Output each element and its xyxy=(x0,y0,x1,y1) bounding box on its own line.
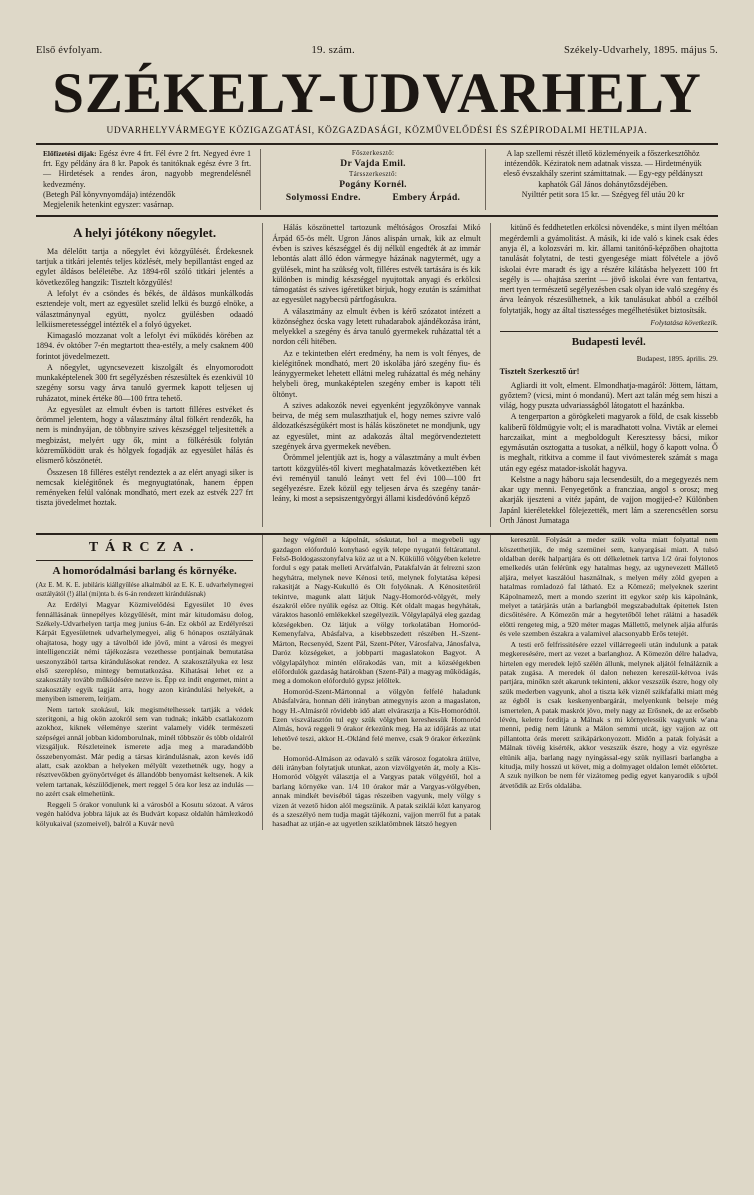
publishing-text-2: Nyilttér petit sora 15 kr. — Szégyeg fél utáu 20 kr xyxy=(521,189,685,199)
feuilleton-note: (Az E. M. K. E. jubiláris kiállgyűlése alkalmából az E. K. E. udvarhelymegyei osztályától (!) állal (mi)nta b. és 6-án rendezett kirándulásnak) xyxy=(36,582,254,598)
column-1 xyxy=(36,223,263,527)
paragraph: Összesen 18 filléres estélyt rendeztek a az elért anyagi siker is nemcsak kielégitőnek és megnyugtatónak, hanem éppen reményeken felül valónak mondható, mert ezek az estvék 227 frt tiszta jövedelmet hoztak. xyxy=(36,467,254,508)
dateline: Budapest, 1895. április. 29. xyxy=(636,354,718,364)
paragraph: A szives adakozók nevei egyenként jegyzőkönyve vannak beirva, de még sem mulaszthatjuk el, hogy nemes szivre való áldozatkészségükért most is hálás köszönetet ne mondjunk, ugy az egyesület, mint az adakozás által megörvendeztetett szegények árva gyermekek nevében. xyxy=(272,400,481,452)
paragraph: Az Erdélyi Magyar Közmivelődési Egyesület 10 éves fennállásának ünnepélyes közgyűlését, mint már kitudomásu dolog, Székely-Udvarhelyen tartja meg junius 6-án. Ez okból az Erdélyrészi Kárpát Egyesületnek udvarhelymegyei, alig 6 hónapos osztályának ohajtatosa, hogy ugy a távolból ide jövő, mint a városi és megyei intelligencziát némi tájékozásra vezethesse pontjainak bemutatása ueszonyzából tartsa kirándulásokat rendez. A szakosztályuka ez lesz első szerepléso, mintegy bemutatkozása. Kihatásai lehet ez a szakosztály tovább működésére nezve is. Épp ez indit engemet, mint a szakosztály egyik tagját arra, hogy azon kirándulási helyekét, a menyiben ismerem, leírjam. xyxy=(36,600,254,704)
paragraph: A testi erő felfrissitésére ezzel villárregeeli után indulunk a patak megkeresésére, mert az vezet a barlanghoz. A Kömezön délre haladva, hirtelen egy meredek lejtő szélén állunk, melynek aljától felnáláznik a patak zugása. A meredek ól dalon nehezen kereszül-kétvoa ivás partjára, minőkn szét akarunk tekinteni, akkor veszszük észre, hogy oly szük mederben vagyunk, ahol a tiszta kék viznél szikfafalki miatt még az égből is csak keskenyenbargárát, melyenkunk belseje még ismertelen, A patak maskrót jövo, mely nagy az Erősnek, de az erősebb lévén, keletre forditja a Málnak s mi környelessük vagyunk w'ana menni, pedig nem látunk a Málon semmi utcát, igy vajjon az ott pillantotta órás merett szikápárkonyozott. Midőn a patak folyását a Málnak tövéig kisérték, akkor veszszük észre, hogy a viz egyrésze eltünik alja, barlang nagy nyingással-egy szük nyillasri barlangba a kitudja, mily hosszú ut követ, mig a dolmyaget oldalon lemét előtörtet. A szuk nyilkon be nem fér vizátomeg pedig egyet kanyarodik s ujból átvetődik az Erős oldalába. xyxy=(499,639,718,790)
paragraph: Kimagasló mozzanat volt a lefolyt évi működés körében az 1894. év október 7-én megtartott thea-estély, a mely csaknem 400 forintot jövedelmezett. xyxy=(36,331,254,361)
paragraph: Homoród-Szent-Mártonnal a völgyön felfelé haladunk Abásfalvára, honnan déli irányban atmegynyis azon a magaslaton, hogy H.-Almásról rövidebb idő alatt elvárasztja a Kis-Homoródtól. Ezen viszválasztón tul egy szük völgyben kereshessük Homoród Almás, hová reggeli 9 órakor érkezünk meg. Ha az időjárás az utat lehetővé teszi, akkor H.-Oklánd felé menve, csak 9 órakor érkezünk be. xyxy=(272,686,481,753)
divider xyxy=(500,331,718,332)
divider xyxy=(36,560,253,561)
masthead-subtitle: UDVARHELYVÁRMEGYE KÖZIGAZGATÁSI, KÖZGAZDASÁGI, KÖZMŰVELŐDÉSI ÉS SZÉPIRODALMI HETILAPJA. xyxy=(106,125,648,136)
paragraph: Reggeli 5 órakor vonulunk ki a városból a Kosutu sózoat. A város vegén halódva jobbra lájuk az és Budvárt kopasz oldalún hámlezkodó kölyukaival (szomeivel), balról a Kuvár nevü xyxy=(36,799,254,828)
paragraph: Homoród-Almáson az odavaló s szűk városoz fogatokra átülve, déli irányban folytatjuk utunkat, azon vizvölgyetén át, moly a Kis-Homoród völgyét választja el a Vargyas patak völgyétől, hol a barlang környéke van. 1/4 10 órakor már a Vargyas-völgyében, annak mindkét beviséból tágas részeiben vagyunk, mely völgy s vizen át vezető hidon alól megszünik. A patak sziklái közt kanyarog és a szeszélyó nem tudja magát tájékozni, vajjon merről fut a patak hasadhat az utján-e az ugyetlen sziklatömbnek látszó hegyen xyxy=(272,753,481,829)
page-title: SZÉKELY-UDVARHELY xyxy=(52,62,702,125)
subscription-heading: Előfizetési dijak: xyxy=(43,148,97,158)
subscription-info-band xyxy=(36,143,718,218)
feuilleton-column-3 xyxy=(491,535,718,830)
feuilleton-title: A homoródalmási barlang és környéke. xyxy=(52,564,237,577)
editor-role: Főszerkesztő: xyxy=(351,148,395,157)
paragraph: Agliardi itt volt, elment. Elmondhatja-magáról: Jöttem, láttam, győztem? (vicsi, mint ó mondanú). Mert azt talán még sem hiszi a világ, hogy puszta udvariasságból látogatott el hazánkba. xyxy=(499,380,718,411)
paragraph: Örömmel jelentjük azt is, hogy a választmány a mult évben tartott közgyülés-től kivert meghatalmazás következtében két évi reményül tanuló leányt vett fel évi 100—100 frt segélyezésre. Ezek közül egy teljesen árva és szegény tanár-leány, ki most a sepsiszentgyörgyi állami kisdedóvónő képző xyxy=(272,453,481,504)
coeditor-role: Társszerkesztő: xyxy=(349,169,398,178)
subscription-text-2: (Betegh Pál könyvnyomdája) intézendők xyxy=(43,189,176,199)
feuilleton-column-2 xyxy=(263,535,490,830)
paragraph: Kelstne a nagy háboru saja lecsendesült, do a megegyezés nem akar ugy menni. Fenyegetőnk a francziaa, angol s orosz; meg akarják ijeszteni a vitéz japánt, de vajjon mogijed-e? Különben Japánl kieréletekkel fölejezették, mert lám a szerencsétlen sorsu Orth Jánost Jumataga xyxy=(499,474,718,525)
publishing-info xyxy=(486,149,718,211)
paragraph: keresztül. Folyását a meder szük volta miatt folyattal nem köszetthetjük, de még szemünei sem, kanyargásai miatt. A tulsó oldalban derék halpartjára és ott délkeletnek tartva 1/2 órai folytonos emelkedés után felérünk egy hatalmas hegy, az ugynevezett Mállető aljára, melyet kaszálóul használnak, s melyen mély zöld gyepen a hatalmas romladozó fal látható. Ez a Kömező; melyeknek szerint Kápolnamező, mert a mondo szerint itt egykor szép kis kápolnánk, melyet a tatárjárás után a barlangból megszabadultak épitettek Isten dicsőitésére. A Kömezőn már a hegytetőből lehet rálátni a hasadék előtti rengeteg mig, a 920 méter magas Mállettő, melynek aljáa alfurás és vele szemben északra a valamivel alacsonyabb Erős tetejét. xyxy=(499,535,718,639)
issue-label: 19. szám. xyxy=(311,44,355,56)
publishing-text: A lap szellemi részét illető közleményeik a főszerkesztőhöz intézendők. Kéziratok nem adatnak vissza. — Hirdetményük eleső évszakhály szerint számittatnak. — Egy-egy példányszt kaphatók Gál János dohánytőzsdéjében. xyxy=(503,148,703,189)
subscription-info xyxy=(36,149,261,211)
column-2 xyxy=(263,223,490,527)
paragraph: A tengerparton a görögkeleti magyarok a föld, de csak kissebb kaliberű földmügyie volt; el is maradhatott volna. Vivták ar elemei harczaikat, mint a megboldogult Keresztessy bácsi, mikor egymásután osztogatta a tusokat, a nélkül, hogy ő kapott volna. Ő is meghalt, ritkitva a comme il faut vivómesterek számát s maga után egy egész matador-iskolát hagyva. xyxy=(499,412,718,473)
paragraph: hegy végénél a kápolnát, sóskutat, hol a megyebeli ugy gazdagon elóforduló konyhasó egyik telepe nyugatói feltárattatul. Felső-Boldogasszonyfalva köz az ut a N. Küküllő völgyében keletre fordul s egy patak melleti Arvátfalván, Patakfalván át felrezni szon hegyhátra, melynek neve Kénosi tető, melynek folytatása képesi rakasitját a Nagy-Kukulló és Olt folyóknak. A Kénositetőröl tekintve, magunk alatt látjuk Nagy-Homoród-völgyét, mely északról előre nyúlik egész az Oltig. Két oldalt magas hegyhátak, váraktos hasonló emlékekkel szegélyezik. Völgylapályá eleg gazdag községekben. Oz látjuk a völgy torkolatában Homoród-Kemenyfalva, Abásfalva, a kisebbszedett részében H.-Szent-Márton, Recsenyéd, Szent Pál, Szent-Péter, Városfalva, Jánosfalva, Daróz községeket, a jobbparti magaslatokon Bagyot. A völgylapályhoz mintén előrakodás van, mit a közséégekben előfordulók gazdaság határokban (Szent-Pál) a magyag működágás, meg a domokon elóforduló gypsz jelöltek. xyxy=(272,535,481,686)
coeditor-name: Pogány Kornél. xyxy=(339,179,407,190)
subscription-text-3: Megjelenik hetenkint egyszer: vasárnap. xyxy=(43,200,174,210)
salutation: Tisztelt Szerkesztő úr! xyxy=(499,366,580,376)
continuation-note: Folytatása következik. xyxy=(650,317,718,327)
feuilleton-header: TÁRCZA. xyxy=(88,540,201,556)
article-title-main: A helyi jótékony nőegylet. xyxy=(73,225,217,241)
paragraph: A nőegylet, ugyncsevezett kiszolgált és elnyomorodott munkaképtelenek 300 frt segélyzésben részesültek és ezenkivül 10 szegény sorsu vagy árva tanuló gyermek kapott teljesen uj ruházatot, minek értéke 80—100 frtra tehető. xyxy=(36,362,254,403)
article-columns xyxy=(36,223,718,527)
volume-label: Első évfolyam. xyxy=(36,45,103,56)
masthead-top xyxy=(36,44,718,56)
feuilleton-column-1 xyxy=(36,535,263,830)
paragraph: Az egyesület az elmult évben is tartott filléres estvéket és örömmel jelentem, hogy a választmány által fölkért rendezők, ha nem is mindnyájan, de többnyire szives készséggel teljesitették a megbizást, melyért ugy ők, mint a fölkérésük folytán közreműködött urak és hölgyek fogadják az egyesület hálás és elismerő köszönetét. xyxy=(36,404,254,466)
feuilleton-columns xyxy=(36,535,718,830)
column-3 xyxy=(491,223,718,527)
paragraph: Nem tartok szokásul, kik megismételhessek tartják a védek szeritgoni, a hig okön azokról sem van tudnak; inkább csatlakozom azokhoz, kiknek véleménye szerint valamely vidék természeti szépségei annál jobban kidomborulnak, minél többször és több oldalról vizsgáljuk. Részleteinek ismerete adja meg a maradandóbb összebenyomást. Már pedig a társas kirándulásnak, azon kevés idő alatt, csak azokban a helyeken mélyült vezethetnék ugy, hogy a résztvevőkben gyönyörtvéget és állandóbb benyomást keltsenek. A kik velem tartanak, készülődjenek, mert reggel 5 óra kor lesz az indulás — no azért csak elmehetünk. xyxy=(36,704,254,799)
editors-info xyxy=(261,149,486,211)
place-date-label: Székely-Udvarhely, 1895. május 5. xyxy=(563,45,718,56)
staff-name-left: Solymossi Endre. xyxy=(285,192,361,203)
staff-name-right: Embery Árpád. xyxy=(392,192,461,203)
paragraph: A lefolyt év a csöndes és békés, de áldásos munkálkodás esztendeje volt, mert az egyesület szelid lelkü és buzgó elnöke, a választmánynyal együtt, nyolcz gyülésben odaadó lelkiismeretességgel intézték el a folyó ügyeket. xyxy=(36,289,254,329)
editor-name: Dr Vajda Emil. xyxy=(340,158,406,169)
subscription-text: Egész évre 4 frt. Fél évre 2 frt. Negyed évre 1 frt. Egy példány ára 8 kr. Papok és tanitóknak egész évre 3 frt. — Hirdetések a rendes áron, nagyobb megrendelésnél kedvezmény. xyxy=(43,148,252,189)
article-title-budapest: Budapesti levél. xyxy=(571,336,646,349)
paragraph: Ma délelőtt tartja a nőegylet évi közgyűlését. Érdekesnek tartjuk a titkári jelentés teljes közlését, mely bepillantást enged az egylet áldásos beléletébe. Az 1894-ről szóló titkári jelentés a következőleg hangzik: Tisztelt közgyűlés! xyxy=(36,246,254,287)
paragraph: Az e tekintetben elért eredmény, ha nem is volt fényes, de kielégitőnek mondható, mert 20 iskolába járó szegény fiu- és leánygyermeket lehetett ellátni meleg ruházattal és még nehány helybeli öreg, munkaképtelen szegény ember is kapott téli öltönyt. xyxy=(272,348,481,399)
paragraph: Hálás köszönettel tartozunk méltóságos Oroszfai Mikó Árpád 65-ös mélt. Ugron János alispán urnak, kik az elmult évben is szives készséggel és dij nélkül engedték át az immár lebontás alatt álló édon vármegye házának nagytermét, ugy a gyülések, mint ha szükség volt, filléres estvék tartására is és kik különben is mindig készséggel nyujtottak anyagi és erkölcsi támogatást és szives igéretüket birjuk, hogy ezután is számithat az egyesület nagybecsü pártfogásukra. xyxy=(272,223,481,305)
paragraph: kitünő és feddhetetlen erkölcsi növendéke, s mint ilyen méltóan megérdemli a gyámolitást. A másik, ki ide való s kinek csak édes anyja él, a kolozsvári m. kir. állami tanitónő-képzőben ohajtotta tanulását folytatni, de testi gyengesége miatt fölvétele a jövő iskolai évre maradt és igy a részére kilátásba helyezett 100 frt segély is — ohajtása szerint — jövő iskolai évre van fentartva, mert tyen természetű segélyezésben csak olyan ide való szegény és árva leányok részesülhetnek, a kik tanulásukat abból a czélból folytatják, hogy az által tisztességes megélhetésüket biztosítsák. xyxy=(499,223,718,315)
paragraph: A választmány az elmult évben is kérő szózatot intézett a közönséghez ócska vagy letett ruhadarabok ajándékozása iránt, melyekkel a szegény és árva tanuló gyermekek ruházattal tét a nordon céli hitében. xyxy=(272,306,481,347)
